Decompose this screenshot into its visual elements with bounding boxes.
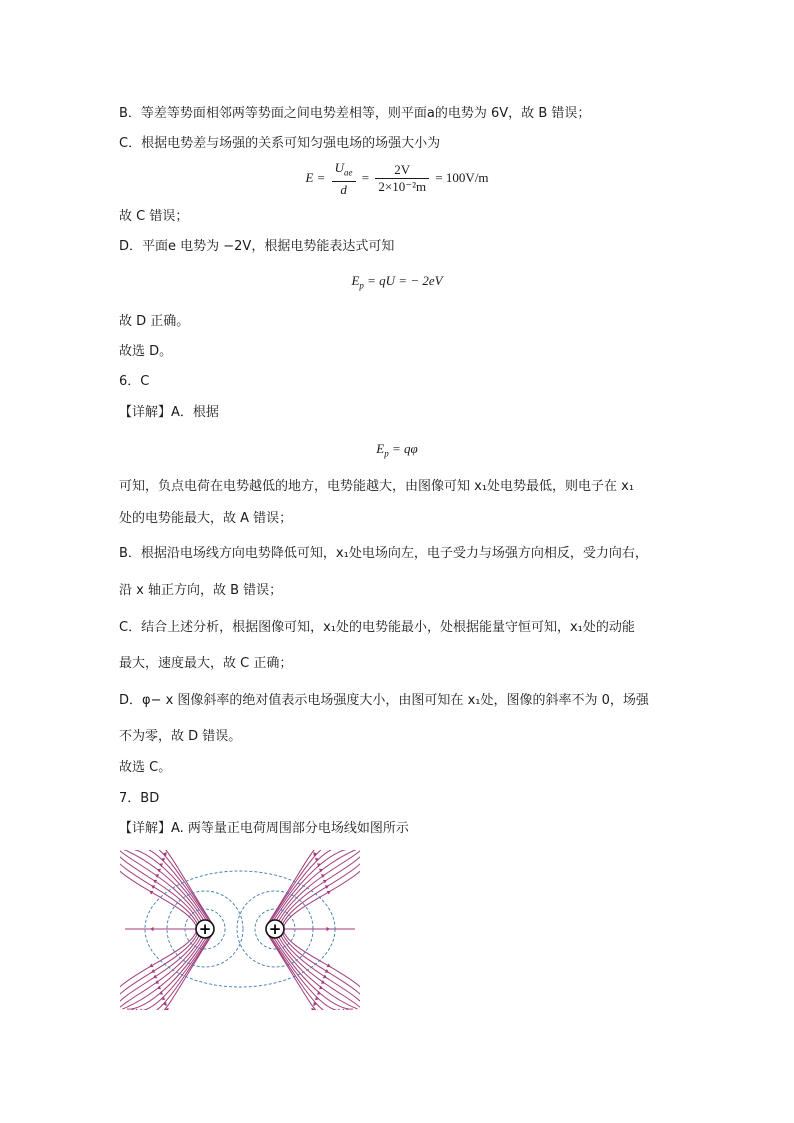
formula-ep2-sub: p [384,448,389,459]
text-q6-c-line1: C．结合上述分析，根据图像可知，x₁处的电势能最小，处根据能量守恒可知，x₁处的动能 [119,620,635,635]
text-q6-a: 【详解】A．根据 [119,405,219,420]
text-q6-c-line2: 最大，速度最大，故 C 正确； [119,656,293,671]
question-7-heading: 7．BD [119,791,160,806]
text-q6-b-line2: 沿 x 轴正方向，故 B 错误； [119,583,283,598]
field-line-right-top-1 [284,850,360,926]
field-arrow-axis-left [150,927,154,931]
text-answer-5: 故选 D。 [119,344,173,359]
formula-potential-energy [0,272,794,295]
field-line-right-bottom-2 [283,934,360,1009]
formula-ep-sub: p [359,280,364,291]
text-q6-b-line1: B．根据沿电场线方向电势降低可知，x₁处电场向左，电子受力与场强方向相反，受力向右， [119,546,648,561]
formula-field-strength [0,160,794,198]
text-line-d: D．平面e 电势为 −2V，根据电势能表达式可知 [119,239,395,254]
field-line-left-bottom-1 [120,932,196,1009]
text-q6-d-line2: 不为零，故 D 错误。 [119,729,242,744]
fraction2-numerator: 2V [375,162,429,179]
text-line-d-conclusion: 故 D 正确。 [119,314,190,329]
formula-equals: = [361,169,370,185]
formula-e-lhs: E = [305,169,326,185]
text-line-c: C．根据电势差与场强的关系可知匀强电场的场强大小为 [119,136,441,151]
field-line-left-bottom-2 [120,934,197,1009]
fraction-u-over-d [332,160,356,198]
formula-ep-q-phi [0,440,794,463]
formula-ep2-rhs: = qφ [388,441,418,456]
electric-field-lines-figure [120,850,360,1010]
charge-sign: + [198,920,212,938]
text-answer-6: 故选 C。 [119,760,172,775]
text-line-b: B．等差等势面相邻两等势面之间电势差相等，则平面a的电势为 6V，故 B 错误； [119,106,591,121]
positive-charge-right [266,920,284,938]
positive-charge-left [196,920,214,938]
formula-ep2-symbol: E [376,441,385,456]
text-line-c-conclusion: 故 C 错误； [119,209,189,224]
fraction-2v [375,162,429,195]
text-q6-a-line1: 可知，负点电荷在电势越低的地方，电势能越大，由图像可知 x₁处电势最低，则电子在 x₁ [119,479,635,494]
text-q6-a-line2: 处的电势能最大，故 A 错误； [119,511,293,526]
question-6-heading: 6．C [119,374,150,389]
fraction-numerator-sub: ae [344,167,353,178]
formula-ep-rhs: = qU = − 2eV [363,273,443,288]
field-line-right-bottom-1 [284,932,360,1009]
formula-ep-symbol: E [351,273,360,288]
fraction-numerator: U [334,160,345,175]
fraction2-denominator: 2×10⁻²m [378,179,427,195]
formula-result: = 100V/m [435,169,489,185]
fraction-denominator: d [340,181,347,197]
charge-sign: + [268,920,282,938]
field-arrow-axis-right [327,927,331,931]
field-line-left-top-1 [120,850,196,926]
text-q7-a: 【详解】A. 两等量正电荷周围部分电场线如图所示 [119,821,409,836]
text-q6-d-line1: D．φ− x 图像斜率的绝对值表示电场强度大小，由图可知在 x₁处，图像的斜率不为 0，场强 [119,693,649,708]
